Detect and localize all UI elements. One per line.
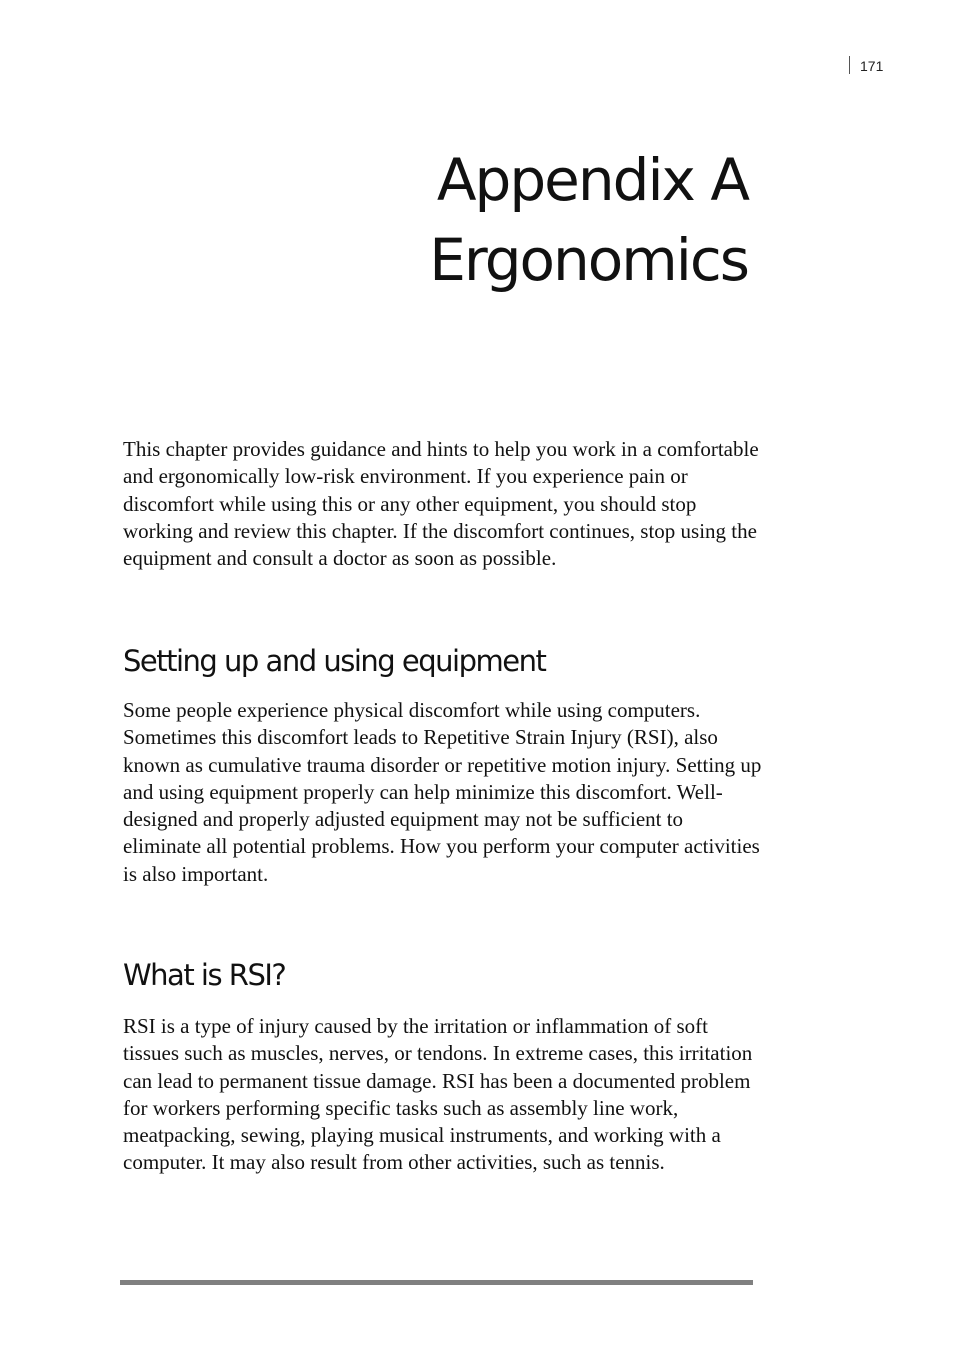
section-heading-setting-up: Setting up and using equipment <box>123 644 546 678</box>
page-number: 171 <box>860 58 884 74</box>
chapter-title-line-2: Ergonomics <box>429 226 748 294</box>
chapter-title <box>429 140 748 300</box>
section-heading-what-is-rsi: What is RSI? <box>123 958 286 992</box>
intro-paragraph: This chapter provides guidance and hints to help you work in a comfortable and ergonomically low-risk environment. If you experience pain or discomfort while using this or any other equipment, you should stop working and review this chapter. If the discomfort continues, stop using the equipment and consult a doctor as soon as possible. <box>123 437 759 571</box>
section-body-what-is-rsi: RSI is a type of injury caused by the irritation or inflammation of soft tissues such as muscles, nerves, or tendons. In extreme cases, this irritation can lead to permanent tissue damage. RSI has been a documented problem for workers performing specific tasks such as assembly line work, meatpacking, sewing, playing musical instruments, and working with a computer. It may also result from other activities, such as tennis. <box>123 1014 753 1175</box>
page-number-divider <box>849 56 850 74</box>
bottom-rule <box>120 1280 753 1285</box>
section-body-setting-up: Some people experience physical discomfort while using computers. Sometimes this discomfort leads to Repetitive Strain Injury (RSI), also known as cumulative trauma disorder or repetitive motion injury. Setting up and using equipment properly can help minimize this discomfort. Well-designed and properly adjusted equipment may not be sufficient to eliminate all potential problems. How you perform your computer activities is also important. <box>123 698 762 886</box>
chapter-title-line-1: Appendix A <box>436 146 748 214</box>
